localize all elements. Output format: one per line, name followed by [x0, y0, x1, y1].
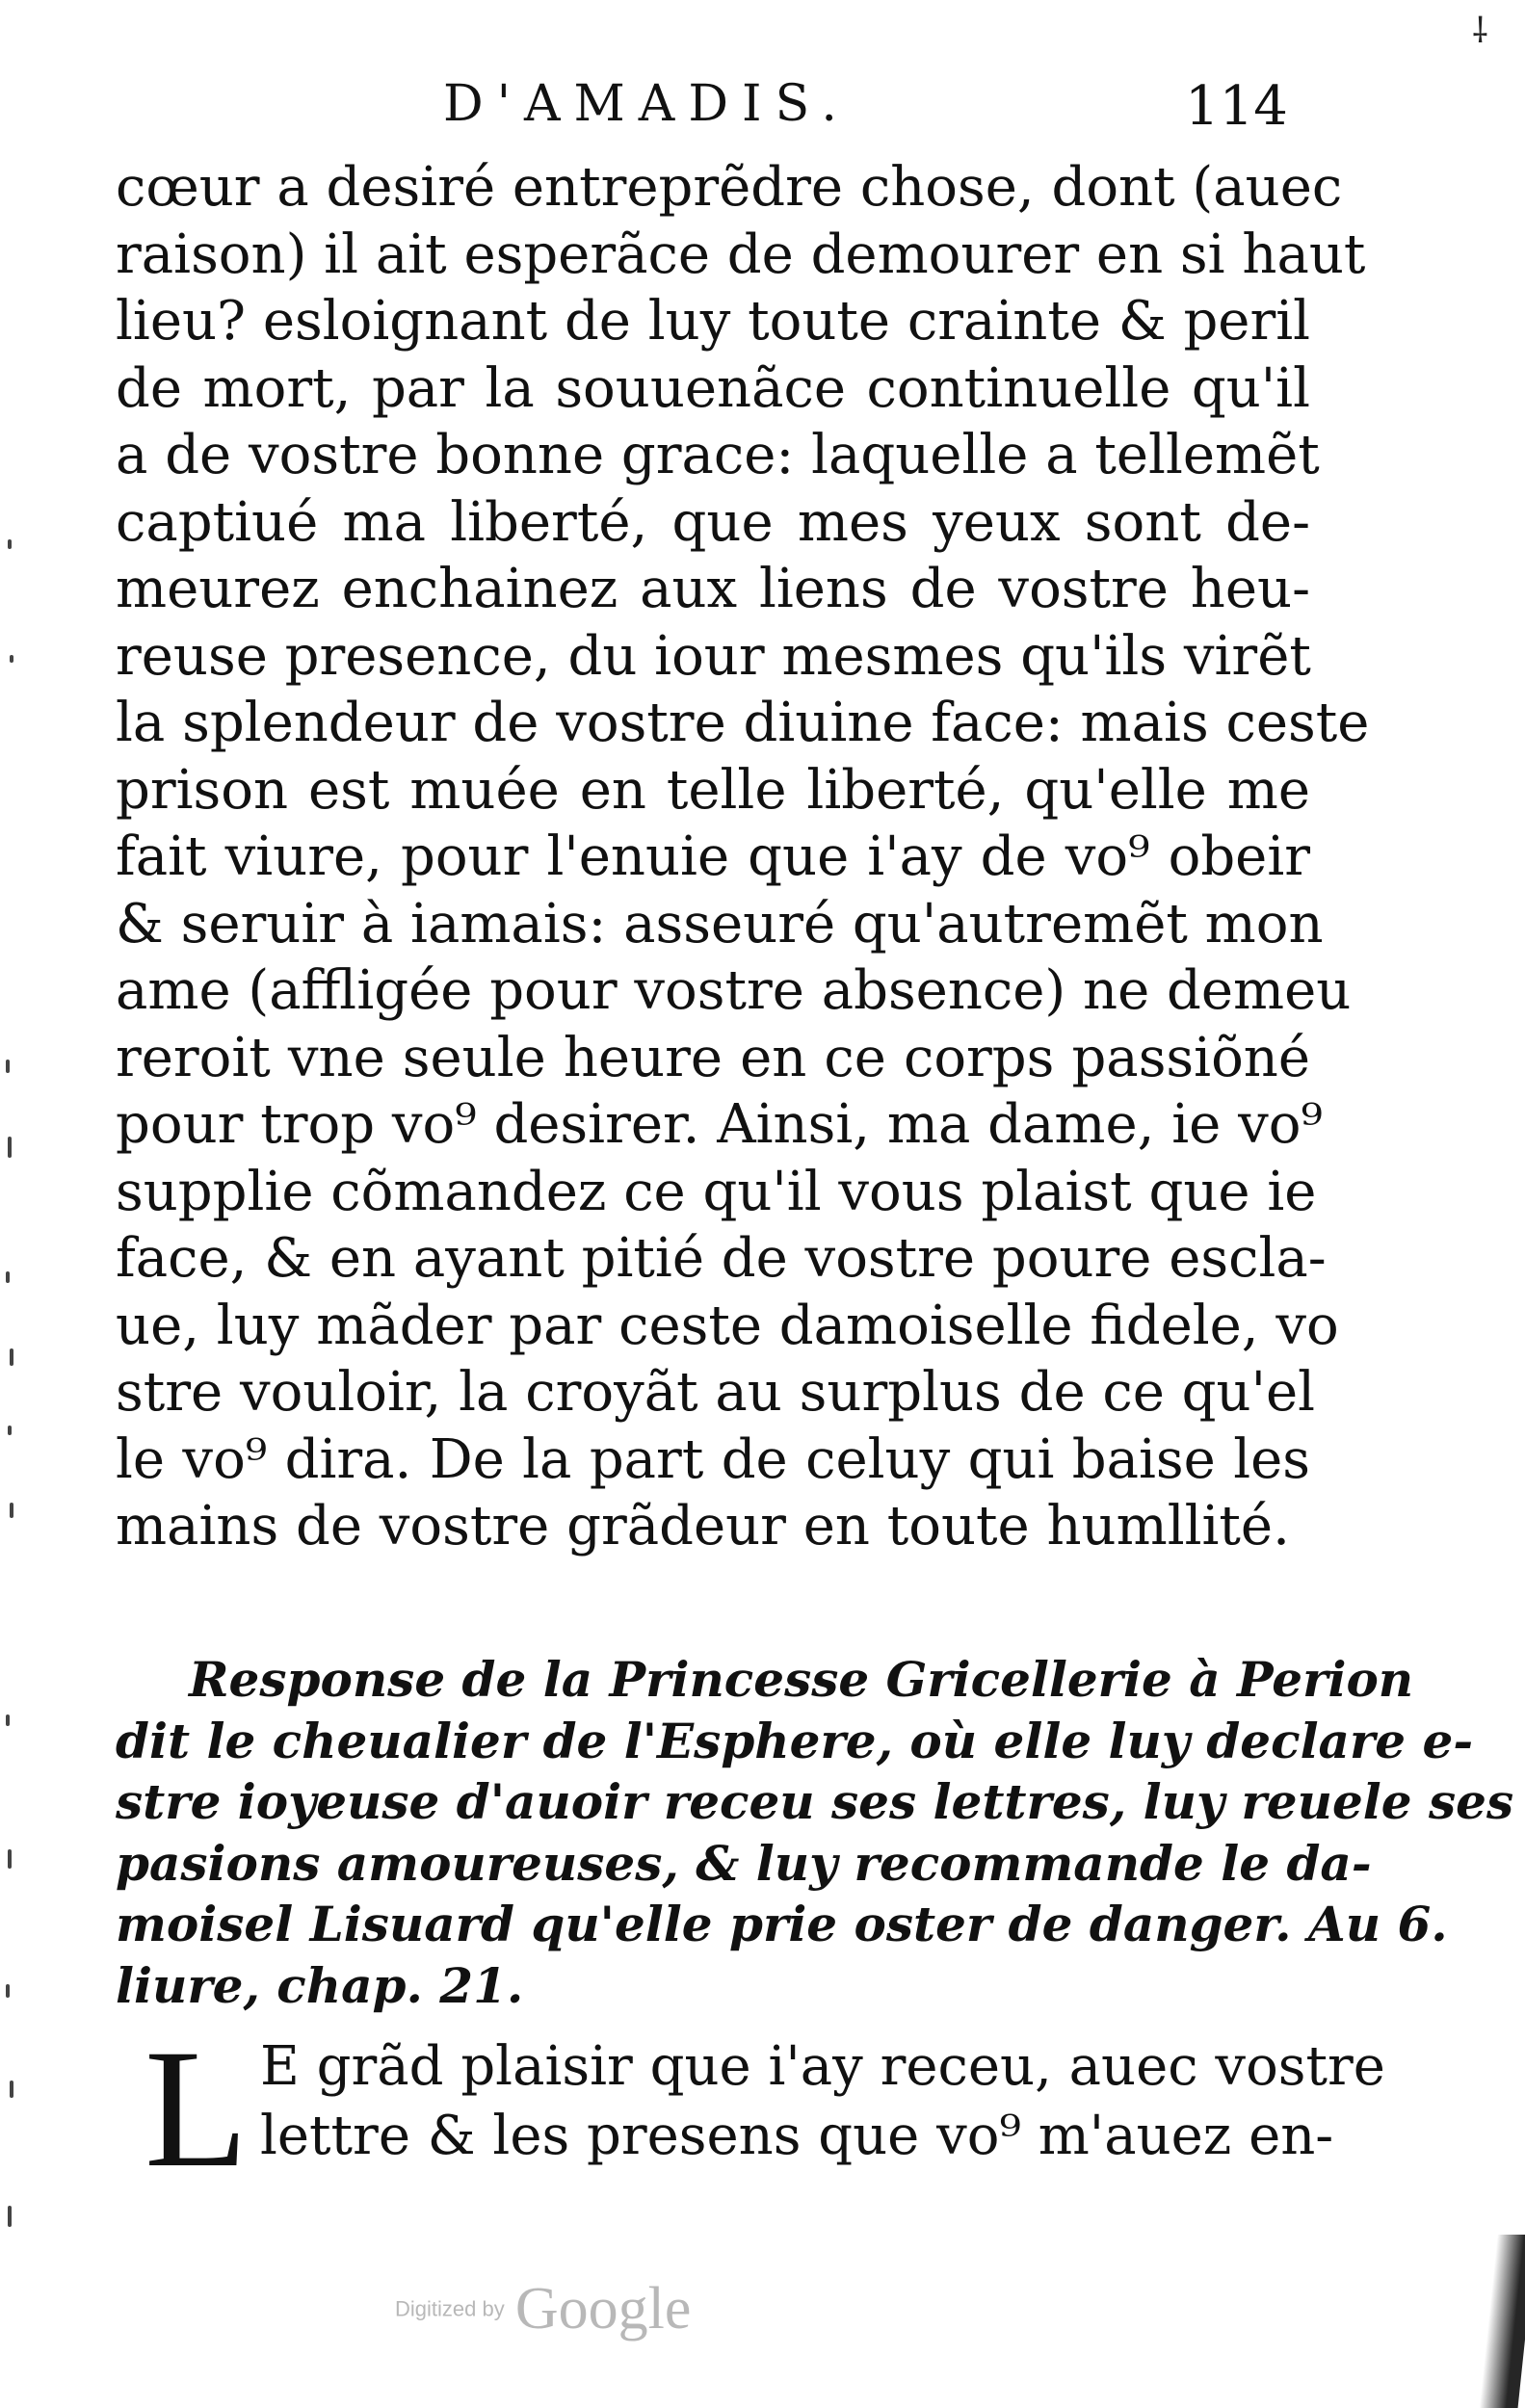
text-line: & seruir à iamais: asseuré qu'autremẽt mon [116, 892, 1324, 955]
google-logo: Google [514, 2276, 692, 2342]
text-line: raison) il ait esperãce de demourer en si haut [116, 222, 1366, 286]
text-line: captiué ma liberté, que mes yeux sont de- [116, 490, 1310, 554]
text-line: ue, luy mãder par ceste damoiselle fidele, vo [116, 1294, 1339, 1357]
scan-speck [8, 1426, 12, 1435]
scan-speck [6, 1060, 10, 1073]
rubric-line: Response de la Princesse Gricellerie à Perion [189, 1651, 1414, 1708]
rubric-line: moisel Lisuard qu'elle prie oster de danger. Au 6. [116, 1896, 1448, 1952]
reply-lines [260, 2032, 1385, 2171]
rubric-line: stre ioyeuse d'auoir receu ses lettres, luy reuele ses [116, 1773, 1514, 1830]
binding-shadow [1480, 2235, 1525, 2408]
rubric-line: pasions amoureuses, & luy recommande le da- [116, 1834, 1372, 1892]
text-line: mains de vostre grãdeur en toute humllité. [116, 1495, 1290, 1557]
scan-speck [10, 1348, 13, 1366]
scan-speck [10, 1503, 13, 1518]
corner-scan-mark: ⸸ [1472, 12, 1488, 51]
reply-opening [116, 2015, 1385, 2206]
text-line: le vo⁹ dira. De la part de celuy qui baise les [116, 1427, 1310, 1491]
scan-speck [6, 1984, 10, 1998]
page-number: 114 [1185, 75, 1288, 138]
text-line: supplie cõmandez ce qu'il vous plaist que ie [116, 1160, 1317, 1223]
running-title: D'AMADIS. [443, 75, 851, 133]
chapter-rubric [116, 1649, 1514, 2016]
text-line: pour trop vo⁹ desirer. Ainsi, ma dame, ie vo⁹ [116, 1093, 1323, 1156]
drop-capital: L [145, 2015, 249, 2203]
running-head [443, 75, 1310, 143]
text-line: face, & en ayant pitié de vostre poure escla- [116, 1227, 1327, 1290]
digitized-watermark [395, 2275, 691, 2343]
scan-speck [6, 1271, 10, 1283]
scan-speck [8, 1849, 12, 1869]
text-line: lieu? esloignant de luy toute crainte & peril [116, 290, 1311, 353]
scan-speck [10, 655, 13, 663]
rubric-line: liure, chap. 21. [116, 1956, 524, 2014]
text-line: fait viure, pour l'enuie que i'ay de vo⁹ obeir [116, 825, 1310, 888]
text-line: cœur a desiré entreprẽdre chose, dont (auec [116, 156, 1343, 219]
text-line: reuse presence, du iour mesmes qu'ils virẽt [116, 624, 1311, 688]
scan-speck [8, 1137, 12, 1158]
watermark-prefix: Digitized by [395, 2296, 505, 2321]
text-line: ame (affligée pour vostre absence) ne demeu [116, 959, 1352, 1022]
rubric-line: dit le cheualier de l'Esphere, où elle luy declare e- [116, 1712, 1474, 1769]
scan-speck [8, 539, 12, 549]
text-line: la splendeur de vostre diuine face: mais ceste [116, 692, 1370, 754]
letter-text [116, 154, 1370, 1560]
text-line: lettre & les presens que vo⁹ m'auez en- [260, 2105, 1334, 2167]
text-line: a de vostre bonne grace: laquelle a tellemẽt [116, 424, 1320, 486]
text-line: stre vouloir, la croyãt au surplus de ce qu'el [116, 1361, 1316, 1424]
text-line: E grãd plaisir que i'ay receu, auec vostre [260, 2035, 1385, 2098]
text-line: prison est muée en telle liberté, qu'elle me [116, 758, 1310, 822]
text-line: reroit vne seule heure en ce corps passiõné [116, 1026, 1310, 1089]
scan-speck [10, 2081, 13, 2098]
scan-speck [8, 2206, 12, 2227]
scan-speck [6, 1714, 10, 1726]
text-line: de mort, par la souuenãce continuelle qu'il [116, 356, 1310, 420]
text-line: meurez enchainez aux liens de vostre heu- [116, 558, 1310, 620]
